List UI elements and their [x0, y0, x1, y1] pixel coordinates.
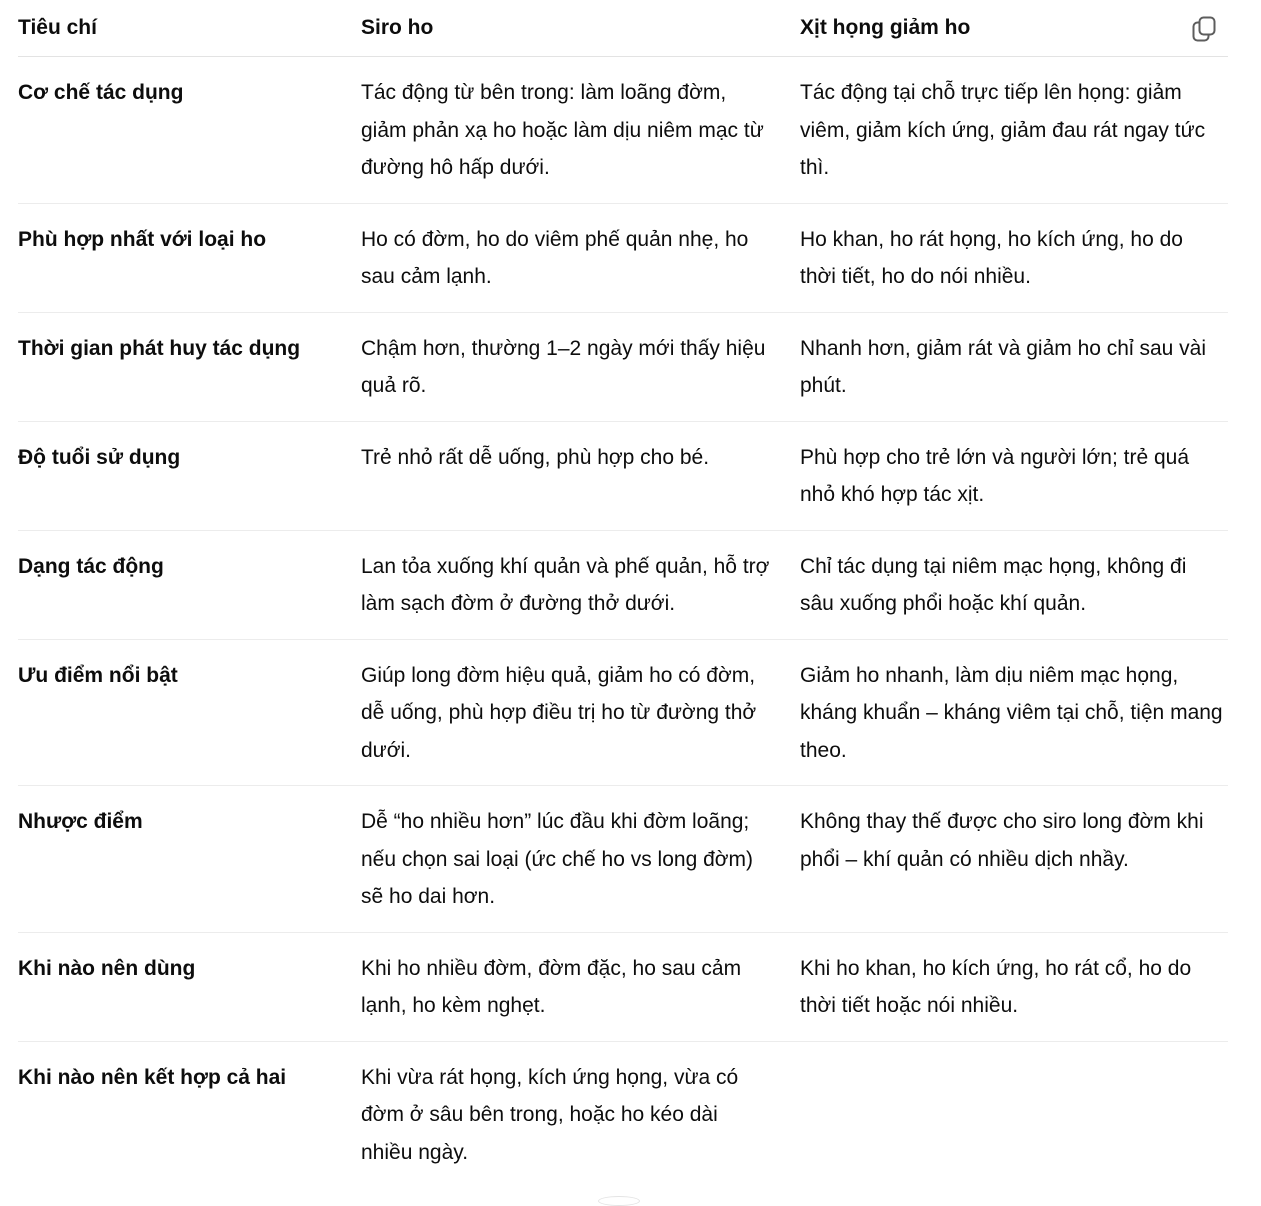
spray-cell: Không thay thế được cho siro long đờm khi phổi – khí quản có nhiều dịch nhầy.	[800, 786, 1228, 933]
comparison-table	[18, 0, 1228, 1187]
spray-cell: Ho khan, ho rát họng, ho kích ứng, ho do thời tiết, ho do nói nhiều.	[800, 203, 1228, 312]
syrup-cell: Chậm hơn, thường 1–2 ngày mới thấy hiệu quả rõ.	[361, 312, 800, 421]
spray-cell: Phù hợp cho trẻ lớn và người lớn; trẻ quá nhỏ khó hợp tác xịt.	[800, 421, 1228, 530]
criteria-cell: Khi nào nên kết hợp cả hai	[18, 1065, 287, 1089]
criteria-cell: Dạng tác động	[18, 530, 361, 639]
spray-cell: Khi ho khan, ho kích ứng, ho rát cổ, ho do thời tiết hoặc nói nhiều.	[800, 932, 1228, 1041]
spray-cell: Giảm ho nhanh, làm dịu niêm mạc họng, kháng khuẩn – kháng viêm tại chỗ, tiện mang theo.	[800, 639, 1228, 786]
spray-cell: Nhanh hơn, giảm rát và giảm ho chỉ sau vài phút.	[800, 312, 1228, 421]
table-row	[18, 932, 1228, 1041]
header-criteria: Tiêu chí	[18, 0, 361, 57]
syrup-cell: Lan tỏa xuống khí quản và phế quản, hỗ trợ làm sạch đờm ở đường thở dưới.	[361, 530, 800, 639]
table-row	[18, 786, 1228, 933]
table-row	[18, 203, 1228, 312]
table-row	[18, 530, 1228, 639]
criteria-cell: Thời gian phát huy tác dụng	[18, 312, 361, 421]
copy-table-button[interactable]	[1189, 14, 1219, 44]
comparison-table-container	[18, 0, 1228, 1187]
syrup-cell: Khi ho nhiều đờm, đờm đặc, ho sau cảm lạnh, ho kèm nghẹt.	[361, 932, 800, 1041]
criteria-cell: Độ tuổi sử dụng	[18, 421, 361, 530]
table-row	[18, 57, 1228, 204]
spray-cell	[800, 1041, 1228, 1187]
criteria-cell: Nhược điểm	[18, 786, 361, 933]
criteria-cell: Khi nào nên dùng	[18, 932, 361, 1041]
copy-icon	[1189, 14, 1219, 44]
table-row	[18, 1041, 1228, 1187]
table-row	[18, 312, 1228, 421]
syrup-cell: Khi vừa rát họng, kích ứng họng, vừa có đờm ở sâu bên trong, hoặc ho kéo dài nhiều ngày.	[361, 1065, 739, 1164]
scroll-indicator[interactable]	[598, 1196, 640, 1206]
table-header-row	[18, 0, 1228, 57]
criteria-cell: Phù hợp nhất với loại ho	[18, 203, 361, 312]
table-row	[18, 421, 1228, 530]
table-row	[18, 639, 1228, 786]
criteria-cell: Ưu điểm nổi bật	[18, 639, 361, 786]
criteria-cell: Cơ chế tác dụng	[18, 57, 361, 204]
syrup-cell: Giúp long đờm hiệu quả, giảm ho có đờm, dễ uống, phù hợp điều trị ho từ đường thở dưới.	[361, 639, 800, 786]
header-syrup: Siro ho	[361, 0, 800, 57]
spray-cell: Chỉ tác dụng tại niêm mạc họng, không đi sâu xuống phổi hoặc khí quản.	[800, 530, 1228, 639]
spray-cell: Tác động tại chỗ trực tiếp lên họng: giảm viêm, giảm kích ứng, giảm đau rát ngay tức thì.	[800, 57, 1228, 204]
syrup-cell: Trẻ nhỏ rất dễ uống, phù hợp cho bé.	[361, 421, 800, 530]
syrup-cell: Dễ “ho nhiều hơn” lúc đầu khi đờm loãng; nếu chọn sai loại (ức chế ho vs long đờm) sẽ ho dai hơn.	[361, 786, 800, 933]
syrup-cell: Tác động từ bên trong: làm loãng đờm, giảm phản xạ ho hoặc làm dịu niêm mạc từ đường hô hấp dưới.	[361, 57, 800, 204]
syrup-cell: Ho có đờm, ho do viêm phế quản nhẹ, ho sau cảm lạnh.	[361, 203, 800, 312]
header-throat-spray: Xịt họng giảm ho	[800, 0, 1228, 57]
